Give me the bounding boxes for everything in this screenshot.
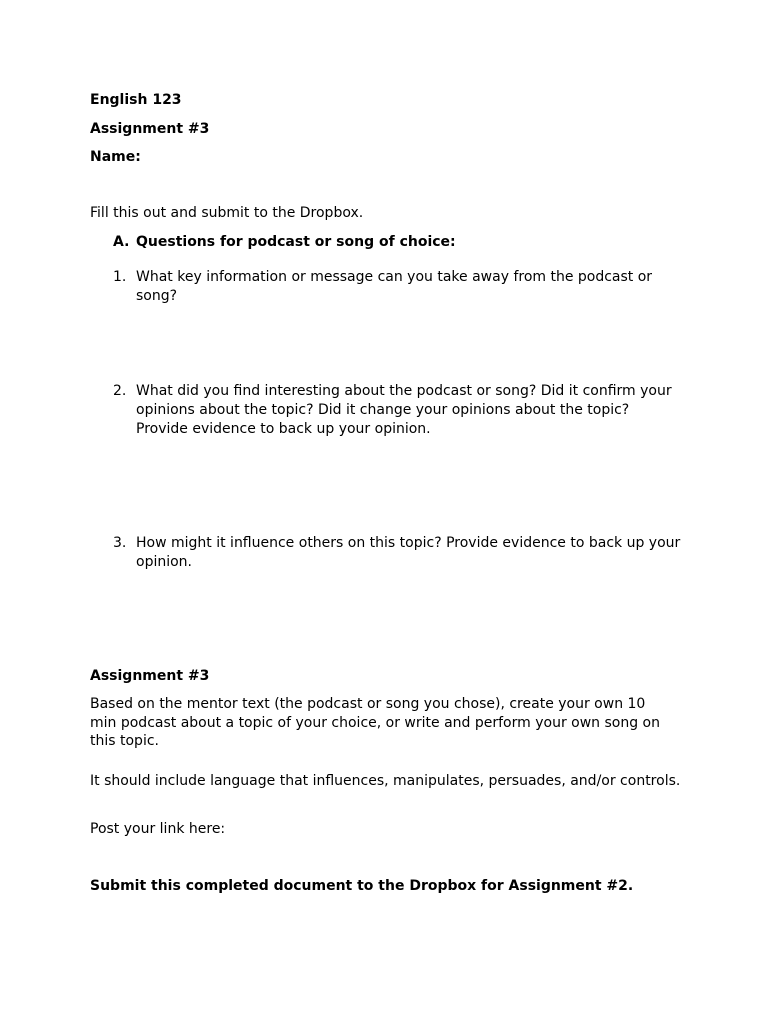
requirement-text: It should include language that influences, manipulates, persuades, and/or controls.	[90, 773, 681, 789]
section-a-marker: A.	[113, 234, 130, 250]
question-number: 2.	[113, 383, 127, 399]
question-text: What key information or message can you take away from the podcast or song?	[136, 269, 653, 304]
assignment-title: Assignment #3	[90, 121, 210, 137]
section-a-heading: Questions for podcast or song of choice:	[136, 234, 456, 250]
question-number: 3.	[113, 535, 127, 551]
question-text: What did you find interesting about the podcast or song? Did it confirm your opinions about the topic? Did it change your opinions about the topic? Provide evidence to back up your opinion.	[136, 383, 672, 437]
instructions-text: Fill this out and submit to the Dropbox.	[90, 205, 364, 221]
post-link-label: Post your link here:	[90, 821, 226, 837]
name-label: Name:	[90, 149, 141, 165]
assignment-heading: Assignment #3	[90, 668, 210, 684]
question-number: 1.	[113, 269, 127, 285]
course-title: English 123	[90, 92, 182, 108]
submit-note: Submit this completed document to the Dropbox for Assignment #2.	[90, 878, 634, 894]
question-text: How might it influence others on this topic? Provide evidence to back up your opinion.	[136, 535, 681, 570]
assignment-description: Based on the mentor text (the podcast or song you chose), create your own 10 min podcast about a topic of your choice, or write and perform your own song on this topic.	[90, 696, 660, 749]
